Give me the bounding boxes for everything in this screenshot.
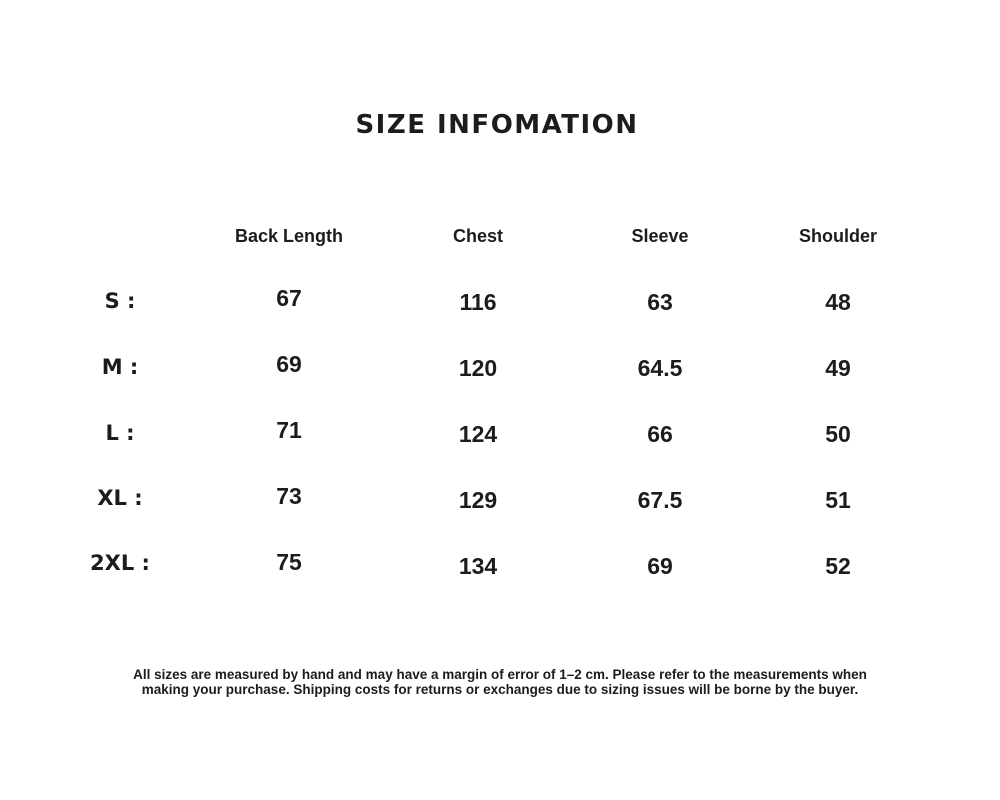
chest-value: 116 xyxy=(459,289,497,315)
shoulder-value: 51 xyxy=(825,487,851,513)
shoulder-value: 50 xyxy=(825,421,851,447)
chest-value: 129 xyxy=(458,487,498,513)
chest-value: 124 xyxy=(458,421,498,447)
column-header-back-length: Back Length xyxy=(234,226,344,246)
sleeve-value: 69 xyxy=(647,553,673,579)
page-title: SIZE INFOMATION xyxy=(355,110,639,140)
measurement-disclaimer xyxy=(60,667,940,697)
column-header-chest: Chest xyxy=(452,226,503,246)
back-length-value: 73 xyxy=(276,483,302,509)
disclaimer-line: All sizes are measured by hand and may have a margin of error of 1–2 cm. Please refer to the measurements when xyxy=(133,667,867,682)
size-label: 2XL : xyxy=(90,551,150,575)
shoulder-value: 48 xyxy=(825,289,851,315)
chest-value: 120 xyxy=(458,355,498,381)
back-length-value: 67 xyxy=(276,285,302,311)
shoulder-value: 49 xyxy=(825,355,851,381)
sleeve-value: 64.5 xyxy=(637,355,683,381)
back-length-value: 71 xyxy=(276,417,302,443)
chest-value: 134 xyxy=(458,553,498,579)
back-length-value: 69 xyxy=(276,351,302,377)
sleeve-value: 63 xyxy=(647,289,673,315)
size-label: S : xyxy=(104,289,136,313)
size-label: XL : xyxy=(97,486,143,510)
column-header-sleeve: Sleeve xyxy=(631,226,689,246)
shoulder-value: 52 xyxy=(825,553,851,579)
disclaimer-line: making your purchase. Shipping costs for returns or exchanges due to sizing issues will be borne by the buyer. xyxy=(141,682,859,697)
column-header-shoulder: Shoulder xyxy=(798,226,877,246)
sleeve-value: 67.5 xyxy=(637,487,683,513)
size-label: L : xyxy=(105,421,135,445)
back-length-value: 75 xyxy=(276,549,302,575)
size-label: M : xyxy=(101,355,139,379)
sleeve-value: 66 xyxy=(647,421,673,447)
